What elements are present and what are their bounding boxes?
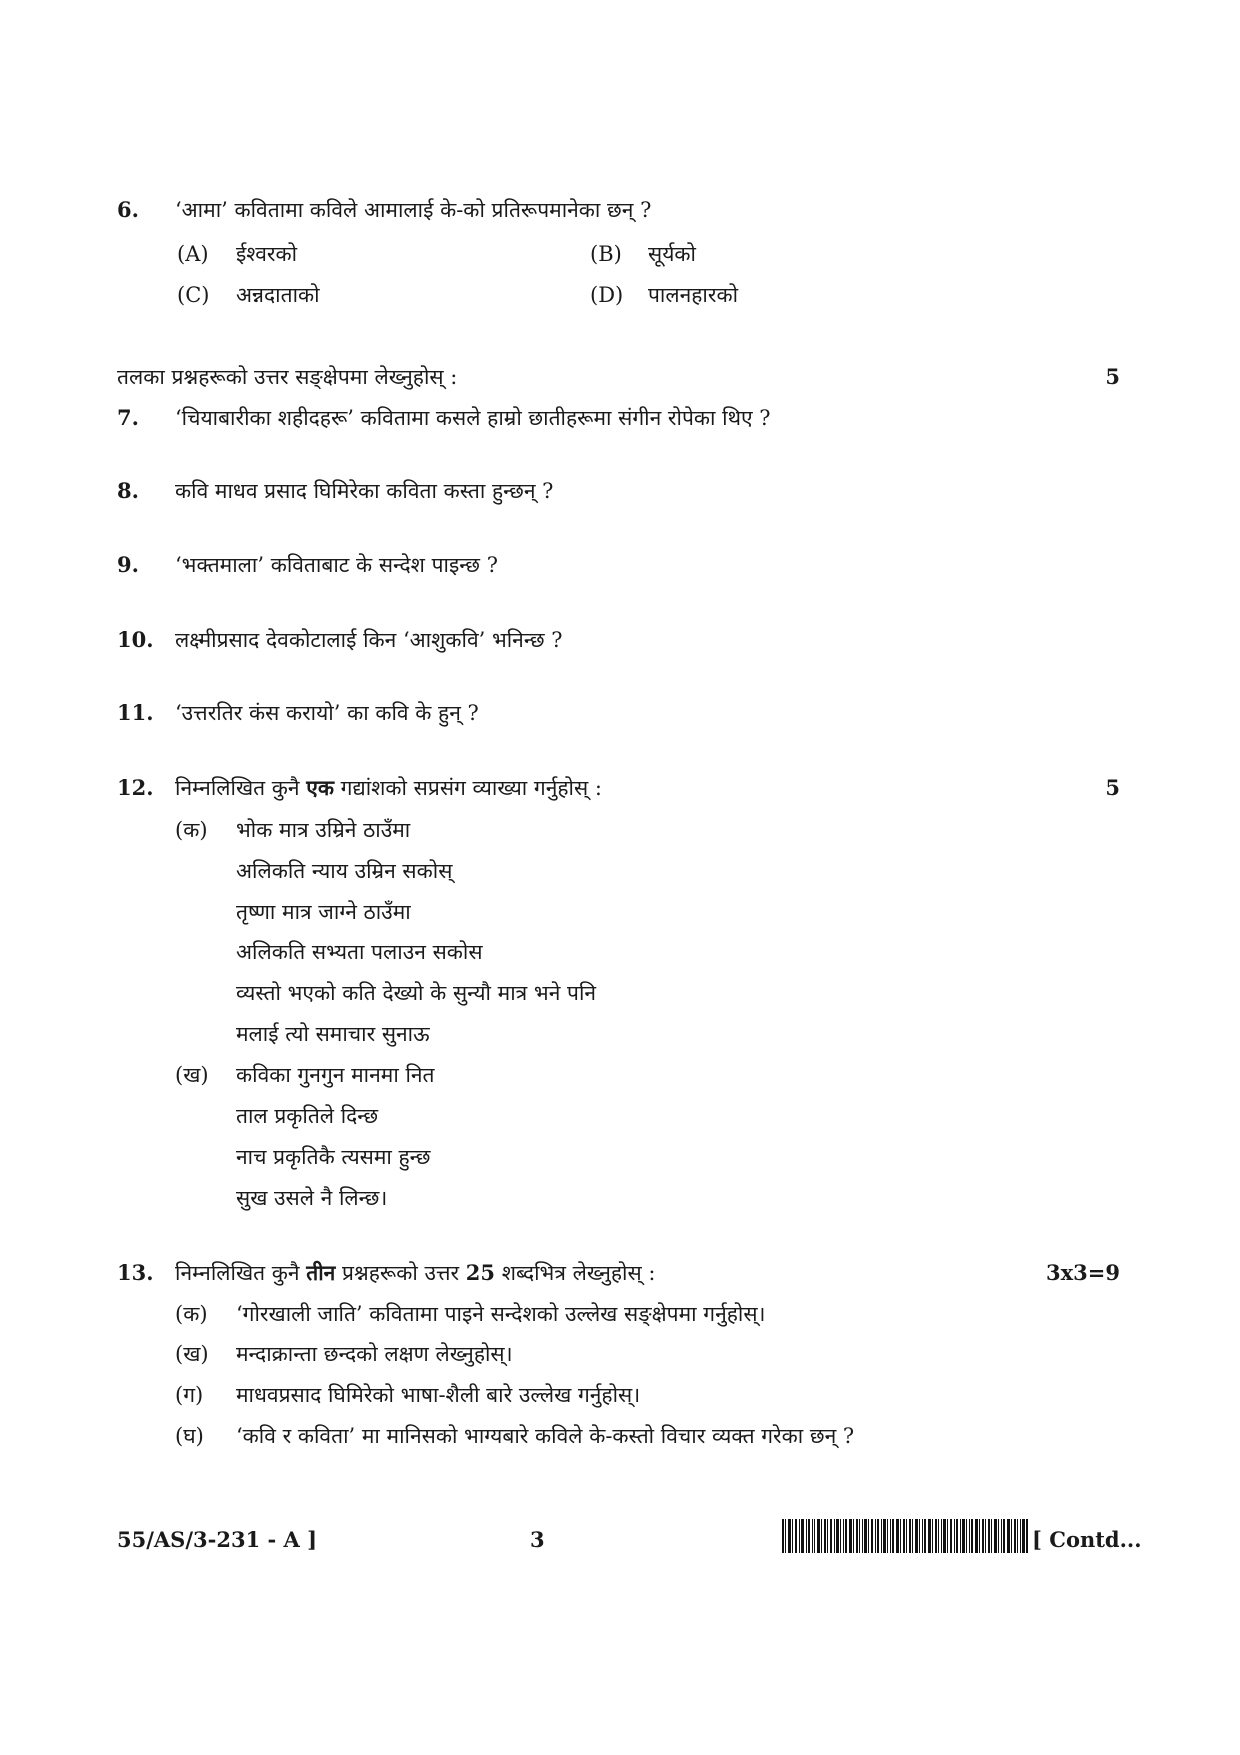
- q12-kha-line-4: सुख उसले नै लिन्छ।: [236, 1186, 388, 1210]
- q12-kha-line-2: ताल प्रकृतिले दिन्छ: [236, 1104, 379, 1128]
- question-13-marks: 3x3=9: [1046, 1260, 1120, 1285]
- q13-ga-label: (ग): [175, 1383, 204, 1407]
- section-marks: 5: [1105, 364, 1120, 389]
- page-number: 3: [530, 1527, 545, 1552]
- q12-ka-line-4: अलिकति सभ्यता पलाउन सकोस: [236, 940, 483, 964]
- section-instruction: तलका प्रश्नहरूको उत्तर सङ्क्षेपमा लेख्नुहोस् :: [117, 365, 458, 389]
- q12-ka-line-6: मलाई त्यो समाचार सुनाऊ: [236, 1022, 430, 1046]
- question-12-text: निम्नलिखित कुनै एक गद्यांशको सप्रसंग व्याख्या गर्नुहोस् :: [175, 775, 602, 800]
- q6-option-b-label: (B): [590, 242, 622, 266]
- q12-ka-line-1: भोक मात्र उम्रिने ठाउँमा: [236, 818, 411, 842]
- q12-ka-line-5: व्यस्तो भएको कति देख्यो के सुन्यौ मात्र भने पनि: [236, 981, 597, 1005]
- q13-kha-text: मन्दाक्रान्ता छन्दको लक्षण लेख्नुहोस्।: [236, 1342, 513, 1366]
- question-7-text: ‘चियाबारीका शहीदहरू’ कवितामा कसले हाम्रो छातीहरूमा संगीन रोपेका थिए ?: [175, 406, 771, 430]
- question-8-text: कवि माधव प्रसाद घिमिरेका कविता कस्ता हुन्छन् ?: [175, 479, 554, 503]
- question-13-number: 13.: [117, 1260, 154, 1285]
- q6-option-c-text: अन्नदाताको: [236, 283, 320, 307]
- question-9-number: 9.: [117, 552, 139, 577]
- q6-option-b-text: सूर्यको: [648, 242, 696, 266]
- question-11-text: ‘उत्तरतिर कंस करायो’ का कवि के हुन् ?: [175, 701, 479, 725]
- q6-option-a-label: (A): [177, 242, 209, 266]
- q12-ka-label: (क): [175, 818, 208, 842]
- question-11-number: 11.: [117, 700, 154, 725]
- paper-code: 55/AS/3-231 - A ]: [117, 1527, 318, 1552]
- q6-option-a-text: ईश्वरको: [236, 242, 298, 266]
- q13-gha-label: (घ): [175, 1424, 204, 1448]
- q13-gha-text: ‘कवि र कविता’ मा मानिसको भाग्यबारे कविले के-कस्तो विचार व्यक्त गरेका छन् ?: [236, 1424, 855, 1448]
- question-12-marks: 5: [1105, 775, 1120, 800]
- q12-kha-line-1: कविका गुनगुन मानमा नित: [236, 1063, 435, 1087]
- question-13-text: निम्नलिखित कुनै तीन प्रश्नहरूको उत्तर 25 शब्दभित्र लेख्नुहोस् :: [175, 1260, 656, 1285]
- q13-ga-text: माधवप्रसाद घिमिरेको भाषा-शैली बारे उल्लेख गर्नुहोस्।: [236, 1383, 641, 1407]
- q12-ka-line-3: तृष्णा मात्र जाग्ने ठाउँमा: [236, 900, 411, 924]
- question-8-number: 8.: [117, 478, 139, 503]
- question-7-number: 7.: [117, 405, 139, 430]
- q12-kha-label: (ख): [175, 1063, 209, 1087]
- q6-option-d-label: (D): [590, 283, 624, 307]
- q13-kha-label: (ख): [175, 1342, 209, 1366]
- q6-option-d-text: पालनहारको: [648, 283, 739, 307]
- q13-ka-text: ‘गोरखाली जाति’ कवितामा पाइने सन्देशको उल्लेख सङ्क्षेपमा गर्नुहोस्।: [236, 1302, 766, 1326]
- question-9-text: ‘भक्तमाला’ कविताबाट के सन्देश पाइन्छ ?: [175, 553, 498, 577]
- question-10-text: लक्ष्मीप्रसाद देवकोटालाई किन ‘आशुकवि’ भनिन्छ ?: [175, 628, 563, 652]
- q13-ka-label: (क): [175, 1302, 208, 1326]
- question-6-number: 6.: [117, 197, 139, 222]
- barcode-icon: [782, 1519, 1028, 1553]
- question-10-number: 10.: [117, 627, 154, 652]
- q12-ka-line-2: अलिकति न्याय उम्रिन सकोस्: [236, 859, 453, 883]
- q6-option-c-label: (C): [177, 283, 210, 307]
- continued-label: [ Contd...: [1032, 1527, 1142, 1552]
- question-12-number: 12.: [117, 775, 154, 800]
- question-6-text: ‘आमा’ कवितामा कविले आमालाई के-को प्रतिरूपमानेका छन् ?: [175, 198, 652, 222]
- q12-kha-line-3: नाच प्रकृतिकै त्यसमा हुन्छ: [236, 1145, 431, 1169]
